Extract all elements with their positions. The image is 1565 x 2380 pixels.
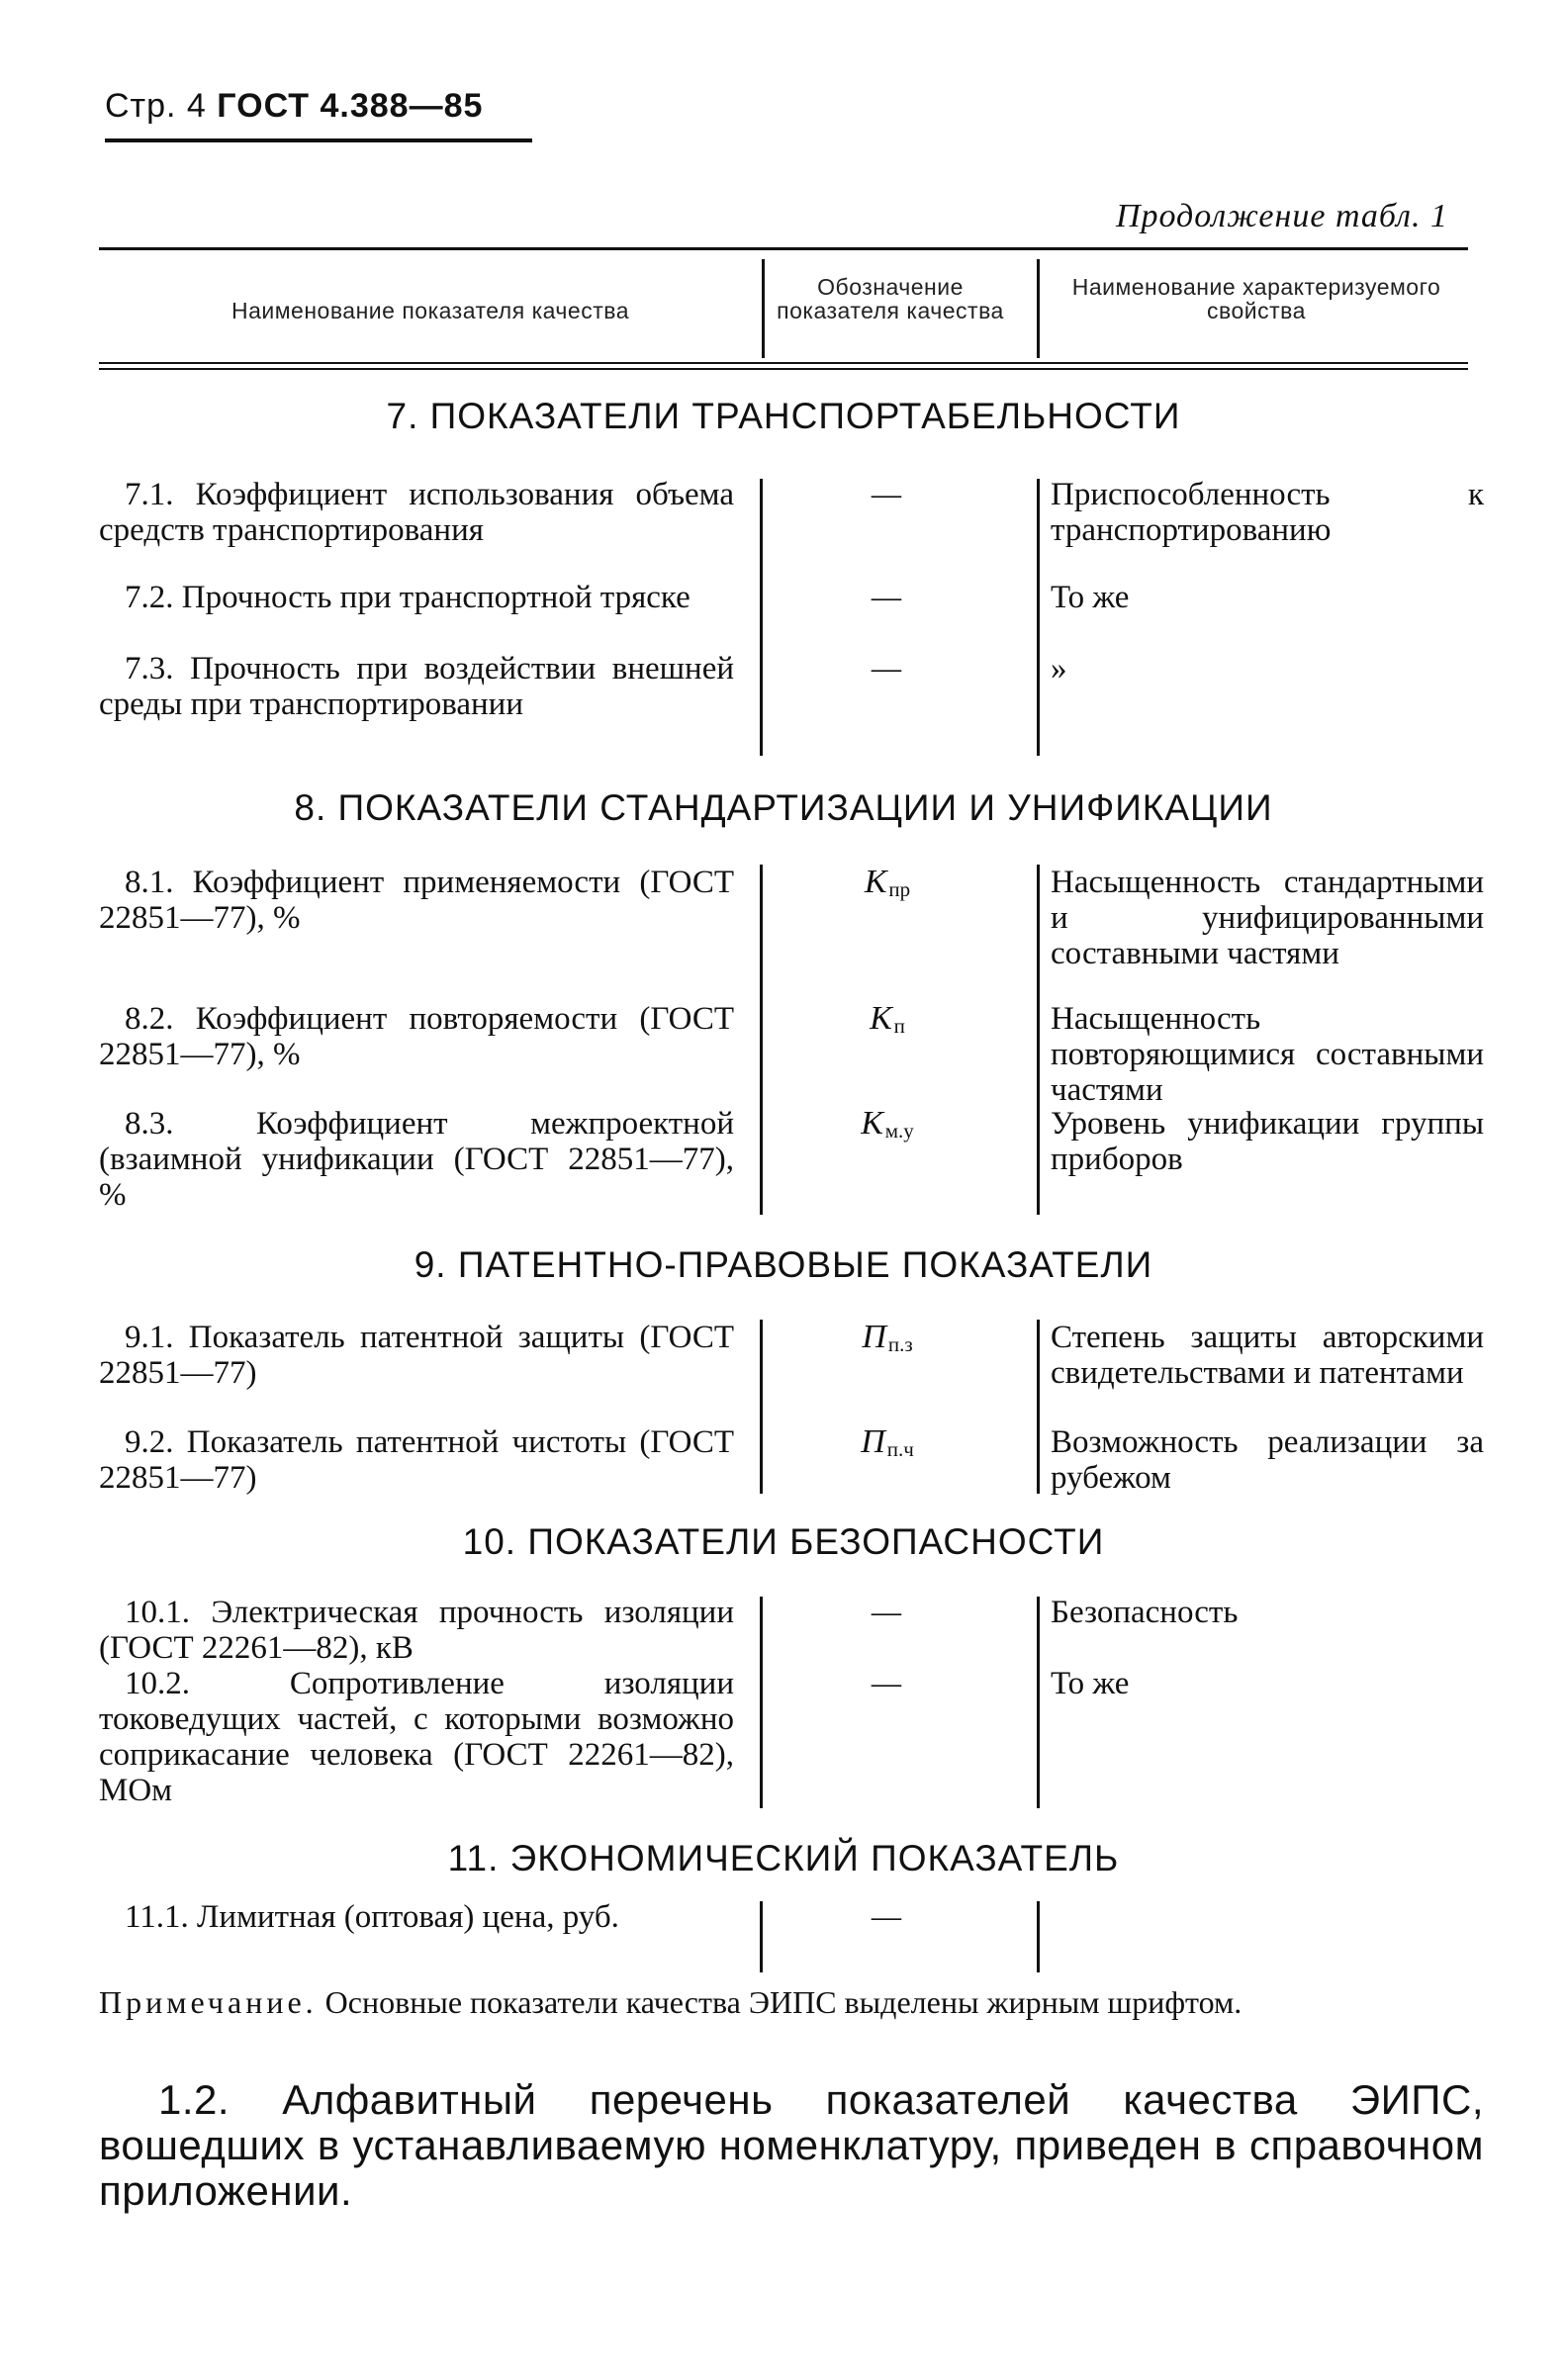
table-note — [99, 1984, 1484, 2020]
indicator-name: 10.2. Сопротивление изоляции токоведущих частей, с которыми возможно соприкасание человека (ГОСТ 22261—82), МОм — [99, 1666, 734, 1808]
column-divider — [1037, 1901, 1040, 1972]
section-title: 7. ПОКАЗАТЕЛИ ТРАНСПОРТАБЕЛЬНОСТИ — [386, 396, 1181, 436]
indicator-name: 10.1. Электрическая прочность изоляции (ГОСТ 22261—82), кВ — [99, 1595, 734, 1666]
header-underline — [105, 138, 532, 142]
header-bottom-rule-1 — [99, 362, 1468, 364]
indicator-name: 8.2. Коэффициент повторяемости (ГОСТ 22851—77), % — [99, 1001, 734, 1072]
section-title: 11. ЭКОНОМИЧЕСКИЙ ПОКАЗАТЕЛЬ — [447, 1838, 1120, 1878]
indicator-name: 8.3. Коэффициент межпроектной (взаимной унификации (ГОСТ 22851—77), % — [99, 1106, 734, 1213]
section-title: 9. ПАТЕНТНО-ПРАВОВЫЕ ПОКАЗАТЕЛИ — [414, 1244, 1153, 1285]
indicator-symbol: Км.у — [861, 1105, 914, 1143]
body-paragraph: 1.2. Алфавитный перечень показателей качества ЭИПС, вошедших в устанавливаемую номенклатуру, приведен в справочном приложении. — [99, 2076, 1484, 2214]
column-divider — [1037, 479, 1040, 756]
indicator-name: 7.3. Прочность при воздействии внешней среды при транспортировании — [99, 651, 734, 722]
column-divider — [760, 1320, 763, 1494]
indicator-property: Насыщенность стандартными и унифицированными составными частями — [1051, 865, 1484, 971]
column-divider — [760, 1597, 763, 1808]
note-label: Примечание. — [99, 1984, 318, 2020]
page-number: Стр. 4 — [105, 87, 207, 125]
section-title: 10. ПОКАЗАТЕЛИ БЕЗОПАСНОСТИ — [462, 1521, 1105, 1562]
column-header-symbol: Обозначение показателя качества — [777, 274, 1004, 323]
column-header-name: Наименование показателя качества — [231, 298, 629, 323]
indicator-symbol: Пп.з — [862, 1319, 913, 1356]
column-divider — [1037, 1597, 1040, 1808]
header-divider-1 — [762, 259, 765, 358]
indicator-symbol: Кпр — [864, 864, 911, 901]
indicator-name: 8.1. Коэффициент применяемости (ГОСТ 22851—77), % — [99, 865, 734, 936]
column-divider — [760, 865, 763, 1215]
column-divider — [760, 1901, 763, 1972]
column-divider — [1037, 1320, 1040, 1494]
note-text: Основные показатели качества ЭИПС выделены жирным шрифтом. — [324, 1984, 1243, 2020]
indicator-property: То же — [1051, 580, 1130, 615]
indicator-symbol: — — [871, 579, 902, 615]
indicator-symbol: — — [871, 650, 902, 687]
indicator-symbol: — — [871, 476, 902, 512]
table-top-rule — [99, 247, 1468, 250]
indicator-property: Уровень унификации группы приборов — [1051, 1106, 1484, 1177]
indicator-symbol: Кп — [870, 1000, 905, 1038]
column-divider — [760, 479, 763, 756]
indicator-property: Безопасность — [1051, 1595, 1239, 1630]
indicator-name: 7.2. Прочность при транспортной тряске — [125, 580, 690, 615]
column-divider — [1037, 865, 1040, 1215]
indicator-symbol: — — [871, 1898, 902, 1935]
header-bottom-rule-2 — [99, 368, 1468, 370]
section-title: 8. ПОКАЗАТЕЛИ СТАНДАРТИЗАЦИИ И УНИФИКАЦИИ — [294, 787, 1273, 828]
indicator-name: 9.1. Показатель патентной защиты (ГОСТ 22851—77) — [99, 1320, 734, 1391]
indicator-name: 11.1. Лимитная (оптовая) цена, руб. — [125, 1899, 619, 1935]
table-continuation-caption: Продолжение табл. 1 — [1115, 198, 1448, 234]
indicator-property: Степень защиты авторскими свидетельствами и патентами — [1051, 1320, 1484, 1391]
indicator-property: Приспособленность к транспортированию — [1051, 477, 1484, 548]
page-header — [105, 87, 483, 126]
indicator-property: Возможность реализации за рубежом — [1051, 1424, 1484, 1496]
indicator-property: Насыщенность повторяющимися составными частями — [1051, 1001, 1484, 1108]
header-divider-2 — [1037, 259, 1040, 358]
indicator-symbol: — — [871, 1665, 902, 1701]
indicator-symbol: — — [871, 1594, 902, 1630]
indicator-property: » — [1051, 651, 1067, 687]
indicator-symbol: Пп.ч — [861, 1423, 914, 1461]
indicator-property: То же — [1051, 1666, 1130, 1701]
column-header-property: Наименование характеризуемого свойства — [1071, 274, 1441, 323]
standard-number: ГОСТ 4.388—85 — [217, 87, 484, 125]
indicator-name: 7.1. Коэффициент использования объема средств транспортирования — [99, 477, 734, 548]
indicator-name: 9.2. Показатель патентной чистоты (ГОСТ 22851—77) — [99, 1424, 734, 1496]
